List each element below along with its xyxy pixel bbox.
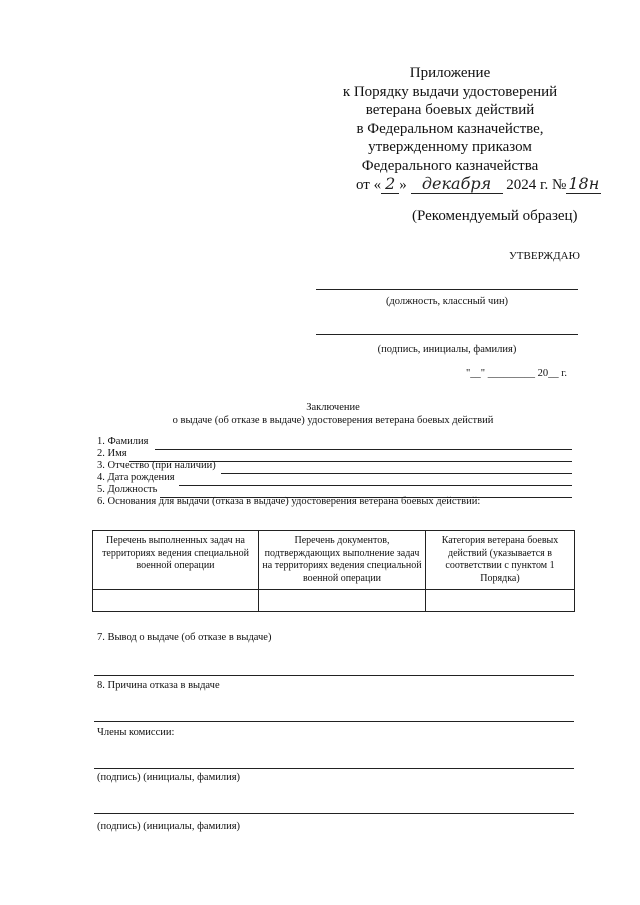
date-day: 2 <box>381 174 399 194</box>
commission-label: Члены комиссии: <box>97 727 175 738</box>
table-cell <box>93 590 259 612</box>
table-row <box>93 590 575 612</box>
table-cell <box>259 590 426 612</box>
order-date-line <box>356 174 601 194</box>
date-year: 2024 г. № <box>506 177 567 193</box>
table-header-tasks: Перечень выполненных задач на территориях ведения специальной военной операции <box>93 531 259 590</box>
field-grounds: 6. Основания для выдачи (отказа в выдаче) удостоверения ветерана боевых действий: <box>97 496 481 507</box>
order-number: 18н <box>568 174 600 193</box>
header-line: утвержденному приказом <box>368 139 532 155</box>
signature-caption: (подпись, инициалы, фамилия) <box>377 344 517 355</box>
header-line: Федерального казначейства <box>361 157 539 174</box>
commission-sign-2: (подпись) (инициалы, фамилия) <box>97 821 241 832</box>
position-line <box>316 289 578 290</box>
field-line <box>221 473 572 474</box>
field-patronymic: 3. Отчество (при наличии) <box>97 460 216 471</box>
section-7-line <box>94 675 574 676</box>
field-position: 5. Должность <box>97 484 158 495</box>
signature-line <box>316 334 578 335</box>
field-name: 2. Имя <box>97 448 127 459</box>
field-line <box>179 485 572 486</box>
table-header-row <box>93 531 575 590</box>
header-line: ветерана боевых действий <box>365 102 535 118</box>
table-cell <box>426 590 575 612</box>
field-surname: 1. Фамилия <box>97 436 149 447</box>
commission-line-1 <box>94 768 574 769</box>
recommended-sample: (Рекомендуемый образец) <box>412 208 578 224</box>
table-header-category: Категория ветерана боевых действий (указывается в соответствии с пунктом 1 Порядка) <box>426 531 575 590</box>
header-line: Приложение <box>409 65 491 81</box>
section-7-label: 7. Вывод о выдаче (об отказе в выдаче) <box>97 632 272 643</box>
date-prefix: от « <box>356 177 382 193</box>
approve-title: УТВЕРЖДАЮ <box>509 250 580 262</box>
commission-sign-1: (подпись) (инициалы, фамилия) <box>97 772 241 783</box>
header-line: в Федеральном казначействе, <box>356 120 544 137</box>
section-8-line <box>94 721 574 722</box>
header-line: к Порядку выдачи удостоверений <box>342 83 558 100</box>
position-caption: (должность, классный чин) <box>385 296 509 307</box>
commission-line-2 <box>94 813 574 814</box>
field-birthdate: 4. Дата рождения <box>97 472 175 483</box>
date-mid: » <box>399 177 407 193</box>
section-8-label: 8. Причина отказа в выдаче <box>97 680 220 691</box>
field-line <box>155 449 572 450</box>
table-header-documents: Перечень документов, подтверждающих выполнение задач на территориях ведения специальной военной операции <box>259 531 426 590</box>
tasks-table <box>92 530 575 612</box>
appendix-header <box>330 64 570 175</box>
date-month: декабря <box>411 174 503 194</box>
doc-subtitle: о выдаче (об отказе в выдаче) удостоверения ветерана боевых действий <box>172 415 494 426</box>
approval-date: "__" _________ 20__ г. <box>466 368 567 379</box>
doc-title: Заключение <box>306 402 360 413</box>
